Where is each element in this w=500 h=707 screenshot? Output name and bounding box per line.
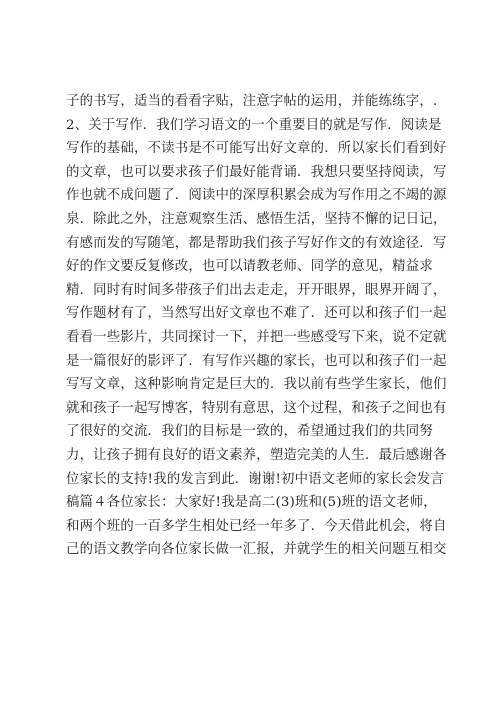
body-text [66, 90, 446, 562]
text-line: 精．同时有时间多带孩子们出去走走，开开眼界，眼界开阔了， [66, 282, 447, 298]
text-line: 的文章，也可以要求孩子们最好能背诵．我想只要坚持阅读，写 [66, 164, 447, 180]
text-line: 是一篇很好的影评了．有写作兴趣的家长，也可以和孩子们一起 [66, 353, 447, 369]
text-line: 了很好的交流．我们的目标是一致的，希望通过我们的共同努 [66, 424, 433, 440]
text-line: 稿篇４各位家长：大家好!我是高二(3)班和(5)班的语文老师， [66, 495, 437, 511]
text-line: 写写文章，这种影响肯定是巨大的．我以前有些学生家长，他们 [66, 377, 447, 393]
text-line: 看看一些影片，共同探讨一下，并把一些感受写下来，说不定就 [66, 329, 447, 345]
text-line: 位家长的支持!我的发言到此．谢谢!初中语文老师的家长会发言 [66, 471, 445, 487]
text-line: 有感而发的写随笔，都是帮助我们孩子写好作文的有效途径．写 [66, 235, 447, 251]
text-line: 作也就不成问题了．阅读中的深厚积累会成为写作用之不竭的源 [66, 188, 447, 204]
text-line: 力，让孩子拥有良好的语文素养，塑造完美的人生．最后感谢各 [66, 447, 447, 463]
text-line: 泉．除此之外，注意观察生活、感悟生活，坚持不懈的记日记， [66, 211, 447, 227]
text-line: 2、关于写作．我们学习语文的一个重要目的就是写作．阅读是 [66, 117, 442, 133]
text-line: 和两个班的一百多学生相处已经一年多了．今天借此机会，将自 [66, 518, 447, 534]
text-line: 子的书写，适当的看看字贴，注意字帖的运用，并能练练字，. [66, 94, 438, 109]
text-line: 好的作文要反复修改，也可以请教老师、同学的意见，精益求 [66, 259, 433, 275]
text-line: 就和孩子一起写博客，特别有意思，这个过程，和孩子之间也有 [66, 400, 447, 416]
text-line: 写作题材有了，当然写出好文章也不难了．还可以和孩子们一起 [66, 306, 447, 322]
text-line: 写作的基础，不读书是不可能写出好文章的．所以家长们看到好 [66, 141, 447, 157]
text-line: 己的语文教学向各位家长做一汇报，并就学生的相关问题互相交 [66, 542, 447, 558]
